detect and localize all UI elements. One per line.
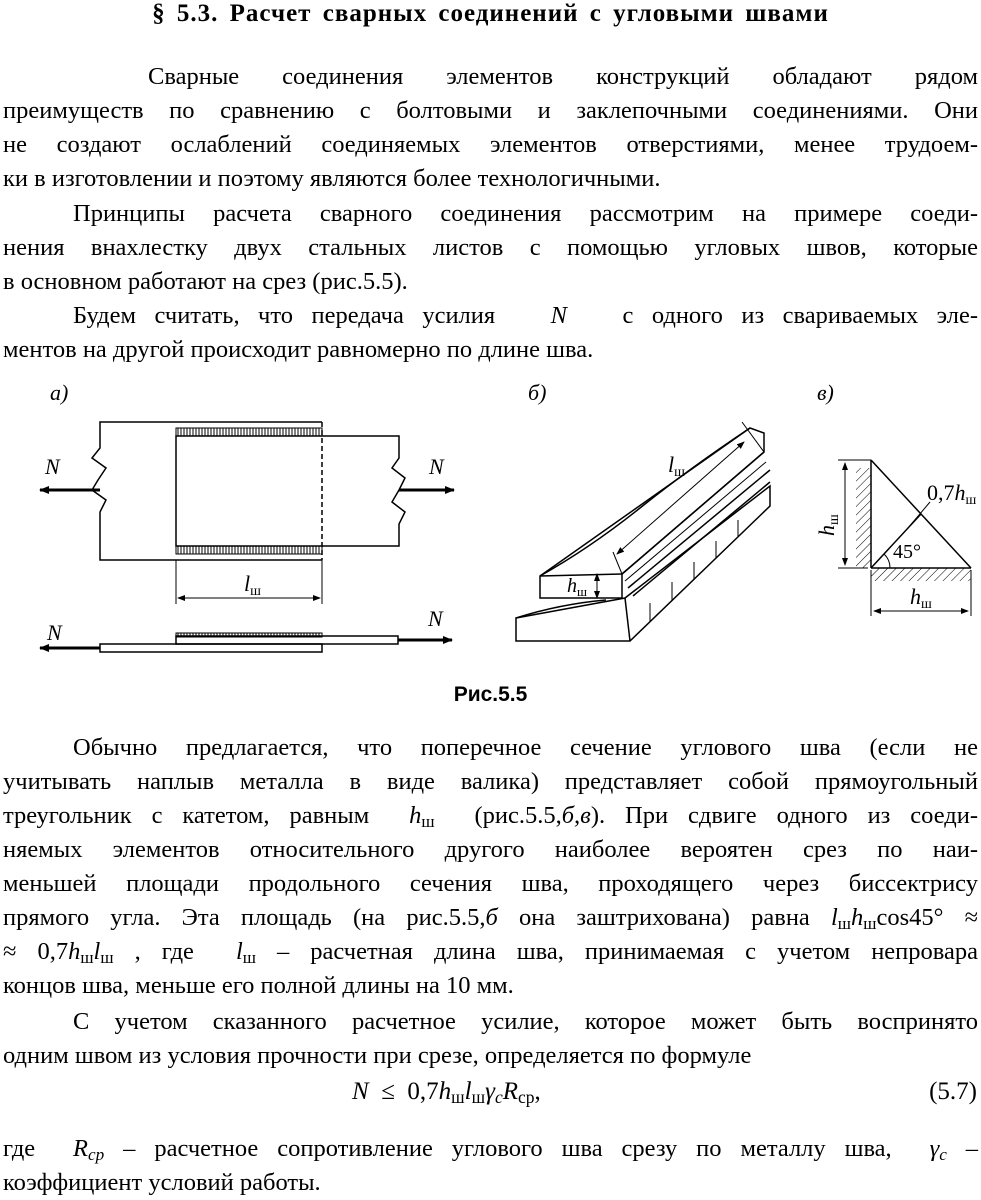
- paragraph-5-line-1: С учетом сказанного расчетное усилие, которое может быть воспринято: [73, 1008, 978, 1035]
- panel-a-side-view: [40, 633, 452, 652]
- figure-label-a: а): [50, 380, 69, 405]
- paragraph-4-line-3: треугольник с катетом, равным $h_ш$ (рис.5.5,б,в). При сдвиге одного из соеди-: [3, 802, 978, 831]
- paragraph-3-line-1: Будем считать, что передача усилия N с одного из свариваемых эле-: [73, 302, 979, 329]
- length-label-a: lш: [244, 571, 261, 599]
- paragraph-4-line-6: прямого угла. Эта площадь (на рис.5.5,б она заштрихована) равна $l_шh_ш\cos 45^\circ$ ≈: [3, 904, 979, 933]
- figure-caption: Рис.5.5: [453, 683, 528, 706]
- paragraph-3-line-2: ментов на другой происходит равномерно по длине шва.: [3, 336, 594, 363]
- force-label-right: N: [429, 454, 444, 479]
- paragraph-4-line-2: учитывать наплыв металла в виде валика) представляет собой прямоугольный: [3, 768, 978, 795]
- formula-5-7: [0, 1078, 981, 1114]
- force-label-side-right: N: [428, 606, 443, 631]
- paragraph-6-line-1: где $R_{cp}$ – расчетное сопротивление углового шва срезу по металлу шва, $\gamma_c$ –: [3, 1135, 979, 1164]
- paragraph-2-line-2: нения внахлестку двух стальных листов с помощью угловых швов, которые: [3, 234, 978, 261]
- paragraph-4-line-5: меньшей площади продольного сечения шва, проходящего через биссектрису: [3, 870, 978, 897]
- section-title: § 5.3. Расчет сварных соединений с угловыми швами: [152, 0, 829, 27]
- paragraph-6-line-2: коэффициент условий работы.: [3, 1169, 321, 1196]
- paragraph-1-line-2: преимуществ по сравнению с болтовыми и заклепочными соединениями. Они: [3, 97, 978, 124]
- angle-label: 45°: [893, 541, 921, 563]
- paragraph-1-line-3: не создают ослаблений соединяемых элементов отверстиями, менее трудоем-: [3, 131, 978, 158]
- paragraph-4-line-1: Обычно предлагается, что поперечное сечение углового шва (если не: [73, 734, 978, 761]
- height-label-b: $h_ш$: [567, 575, 588, 599]
- paragraph-4-line-4: няемых элементов относительного другого наиболее вероятен срез по наи-: [3, 836, 978, 863]
- paragraph-2-line-3: в основном работают на срез (рис.5.5).: [3, 268, 408, 295]
- panel-b-isometric-view: [516, 422, 770, 641]
- figure-label-v: в): [817, 380, 834, 405]
- paragraph-4-line-8: концов шва, меньше его полной длины на 10 мм.: [3, 972, 514, 999]
- base-label-v: hш: [910, 584, 932, 612]
- length-label-b: lш: [668, 452, 685, 480]
- equation-number: (5.7): [929, 1078, 977, 1105]
- paragraph-1-line-4: ки в изготовлении и поэтому являются более технологичными.: [3, 165, 661, 192]
- paragraph-5-line-2: одним швом из условия прочности при срезе, определяется по формуле: [3, 1042, 752, 1069]
- formula-expression: $N \le 0,7h_шl_ш\gamma_cR_{ср}$,: [352, 1078, 541, 1107]
- force-label-side-left: N: [47, 620, 62, 645]
- figure-5-5: [0, 378, 981, 678]
- paragraph-1-line-1: Сварные соединения элементов конструкций обладают рядом: [148, 63, 978, 90]
- force-label-left: N: [45, 454, 60, 479]
- paragraph-4-line-7: ≈ $0,7h_шl_ш$ , где $l_ш$ – расчетная длина шва, принимаемая с учетом непровара: [3, 938, 979, 967]
- paragraph-2-line-1: Принципы расчета сварного соединения рассмотрим на примере соеди-: [73, 200, 978, 227]
- figure-label-b: б): [528, 380, 547, 405]
- height-label-v: hш: [814, 514, 842, 536]
- throat-label: 0,7hш: [927, 480, 977, 508]
